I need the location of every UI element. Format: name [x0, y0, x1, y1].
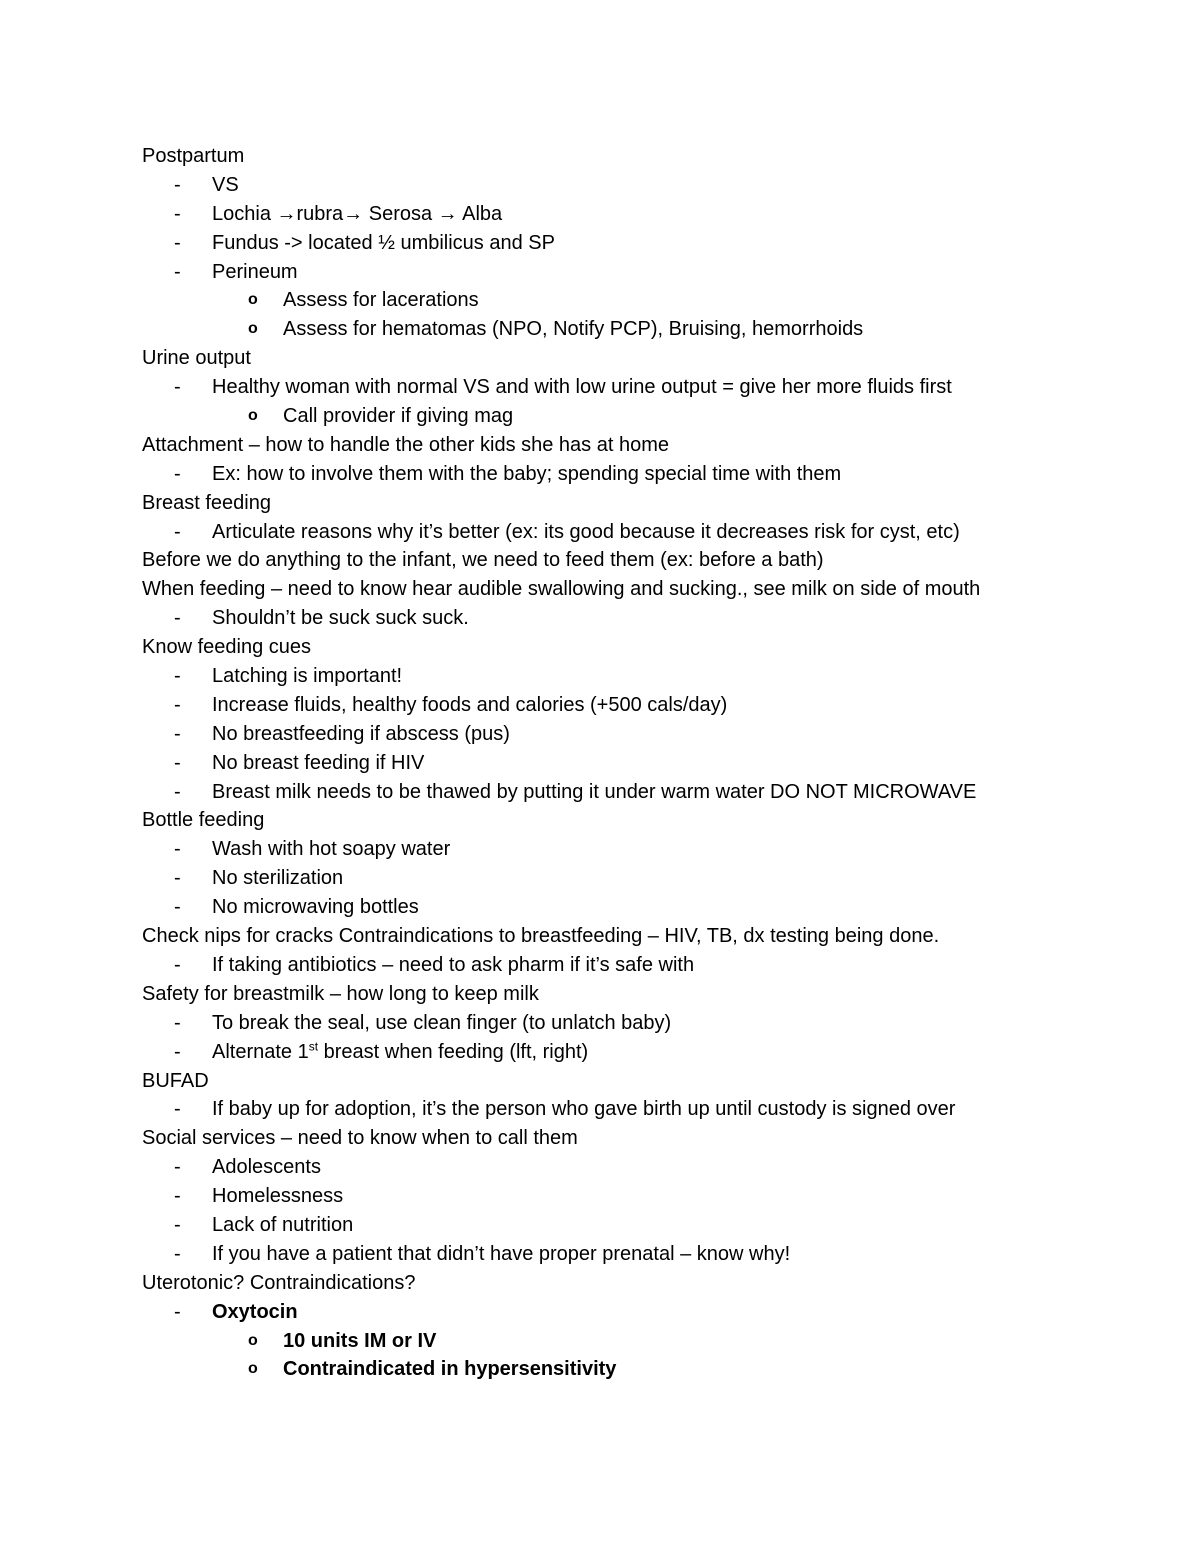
line-text: No breast feeding if HIV — [212, 751, 425, 774]
heading-line — [142, 431, 1142, 460]
line-text: If baby up for adoption, it’s the person who gave birth up until custody is signed over — [212, 1098, 956, 1121]
bullet-item — [142, 951, 1142, 980]
line-text: Call provider if giving mag — [283, 405, 514, 428]
heading-line — [142, 1124, 1142, 1153]
dash-bullet-icon: - — [174, 520, 181, 543]
line-text: Attachment – how to handle the other kids she has at home — [142, 433, 669, 456]
sub-bullet-item — [142, 1355, 1142, 1384]
dash-bullet-icon: - — [174, 896, 181, 919]
line-text: If you have a patient that didn’t have proper prenatal – know why! — [212, 1242, 791, 1265]
line-text: Increase fluids, healthy foods and calories (+500 cals/day) — [212, 693, 728, 716]
circle-bullet-icon: o — [248, 320, 258, 338]
dash-bullet-icon: - — [174, 231, 181, 254]
dash-bullet-icon: - — [174, 665, 181, 688]
dash-bullet-icon: - — [174, 1213, 181, 1236]
dash-bullet-icon: - — [174, 722, 181, 745]
dash-bullet-icon: - — [174, 462, 181, 485]
bullet-item — [142, 258, 1142, 287]
line-text: No sterilization — [212, 867, 344, 890]
circle-bullet-icon: o — [248, 407, 258, 425]
line-text: Wash with hot soapy water — [212, 838, 451, 861]
bullet-item — [142, 373, 1142, 402]
dash-bullet-icon: - — [174, 607, 181, 630]
line-text: Assess for hematomas (NPO, Notify PCP), Bruising, hemorrhoids — [283, 318, 864, 341]
dash-bullet-icon: - — [174, 1011, 181, 1034]
line-text: Postpartum — [142, 145, 245, 167]
dash-bullet-icon: - — [174, 780, 181, 803]
line-text: VS — [212, 173, 239, 196]
sub-bullet-item — [142, 1327, 1142, 1356]
line-text: If taking antibiotics – need to ask pharm if it’s safe with — [212, 953, 695, 976]
line-text: BUFAD — [142, 1069, 209, 1092]
bullet-item — [142, 835, 1142, 864]
line-text: Lack of nutrition — [212, 1213, 354, 1236]
bullet-item — [142, 518, 1142, 547]
bullet-item — [142, 1240, 1142, 1269]
line-text: Adolescents — [212, 1156, 321, 1179]
line-text: Check nips for cracks Contraindications to breastfeeding – HIV, TB, dx testing being done. — [142, 925, 940, 948]
sub-bullet-item — [142, 315, 1142, 344]
superscript-text: st — [308, 1038, 319, 1053]
heading-line — [142, 546, 1142, 575]
dash-bullet-icon: - — [174, 838, 181, 861]
line-text: No microwaving bottles — [212, 896, 419, 919]
line-text: To break the seal, use clean finger (to unlatch baby) — [212, 1011, 672, 1034]
bullet-item — [142, 229, 1142, 258]
dash-bullet-icon: - — [174, 1300, 181, 1323]
line-text: Homelessness — [212, 1185, 344, 1208]
bullet-item — [142, 749, 1142, 778]
bullet-item — [142, 460, 1142, 489]
bullet-item — [142, 1153, 1142, 1182]
circle-bullet-icon: o — [248, 1360, 258, 1378]
circle-bullet-icon: o — [248, 291, 258, 309]
line-text: Bottle feeding — [142, 809, 265, 832]
heading-line — [142, 922, 1142, 951]
bullet-item — [142, 200, 1142, 229]
line-text: Know feeding cues — [142, 636, 312, 659]
line-text: No breastfeeding if abscess (pus) — [212, 722, 510, 745]
heading-line — [142, 1269, 1142, 1298]
line-text: Safety for breastmilk – how long to keep milk — [142, 982, 539, 1005]
line-text: Fundus -> located ½ umbilicus and SP — [212, 231, 555, 254]
line-text: Ex: how to involve them with the baby; spending special time with them — [212, 462, 842, 485]
bullet-item — [142, 1095, 1142, 1124]
line-text-continued: breast when feeding (lft, right) — [318, 1040, 589, 1063]
line-text: Before we do anything to the infant, we need to feed them (ex: before a bath) — [142, 549, 824, 572]
bullet-item — [142, 604, 1142, 633]
bullet-item — [142, 1211, 1142, 1240]
dash-bullet-icon: - — [174, 693, 181, 716]
dash-bullet-icon: - — [174, 1156, 181, 1179]
sub-bullet-item — [142, 402, 1142, 431]
heading-line — [142, 344, 1142, 373]
heading-line — [142, 489, 1142, 518]
dash-bullet-icon: - — [174, 751, 181, 774]
heading-line — [142, 1067, 1142, 1096]
bullet-item — [142, 864, 1142, 893]
bullet-item — [142, 893, 1142, 922]
bullet-item — [142, 1182, 1142, 1211]
dash-bullet-icon: - — [174, 376, 181, 399]
dash-bullet-icon: - — [174, 260, 181, 283]
dash-bullet-icon: - — [174, 1185, 181, 1208]
line-text: Oxytocin — [212, 1300, 298, 1323]
bullet-item — [142, 662, 1142, 691]
line-text: Alternate 1 — [212, 1040, 309, 1063]
dash-bullet-icon: - — [174, 867, 181, 890]
bullet-item — [142, 171, 1142, 200]
line-text: Uterotonic? Contraindications? — [142, 1271, 416, 1294]
heading-line — [142, 633, 1142, 662]
bullet-item — [142, 720, 1142, 749]
bullet-item — [142, 1298, 1142, 1327]
bullet-item — [142, 1038, 1142, 1067]
bullet-item — [142, 778, 1142, 807]
line-text: Urine output — [142, 347, 251, 370]
line-text: Articulate reasons why it’s better (ex: its good because it decreases risk for cyst, etc) — [212, 520, 960, 543]
line-text: Healthy woman with normal VS and with low urine output = give her more fluids first — [212, 376, 952, 399]
line-text: Contraindicated in hypersensitivity — [283, 1358, 617, 1381]
heading-line — [142, 575, 1142, 604]
line-text: Social services – need to know when to call them — [142, 1127, 578, 1150]
sub-bullet-item — [142, 286, 1142, 315]
bullet-item — [142, 1009, 1142, 1038]
line-text: Assess for lacerations — [283, 289, 479, 312]
dash-bullet-icon: - — [174, 1242, 181, 1265]
line-text: When feeding – need to know hear audible swallowing and sucking., see milk on side of mouth — [142, 578, 981, 601]
line-text: Breast feeding — [142, 491, 271, 514]
dash-bullet-icon: - — [174, 1098, 181, 1121]
heading-line — [142, 806, 1142, 835]
dash-bullet-icon: - — [174, 173, 181, 196]
line-text: Breast milk needs to be thawed by putting it under warm water DO NOT MICROWAVE — [212, 780, 977, 803]
bullet-item — [142, 691, 1142, 720]
dash-bullet-icon: - — [174, 202, 181, 225]
line-text: Perineum — [212, 260, 298, 283]
heading-line — [142, 142, 1142, 171]
line-text: Latching is important! — [212, 665, 403, 688]
heading-line — [142, 980, 1142, 1009]
dash-bullet-icon: - — [174, 953, 181, 976]
line-text: Shouldn’t be suck suck suck. — [212, 607, 469, 630]
line-text: Lochia →rubra→ Serosa → Alba — [212, 202, 503, 225]
dash-bullet-icon: - — [174, 1040, 181, 1063]
line-text: 10 units IM or IV — [283, 1329, 437, 1352]
document-page — [142, 142, 1142, 1384]
circle-bullet-icon: o — [248, 1331, 258, 1349]
